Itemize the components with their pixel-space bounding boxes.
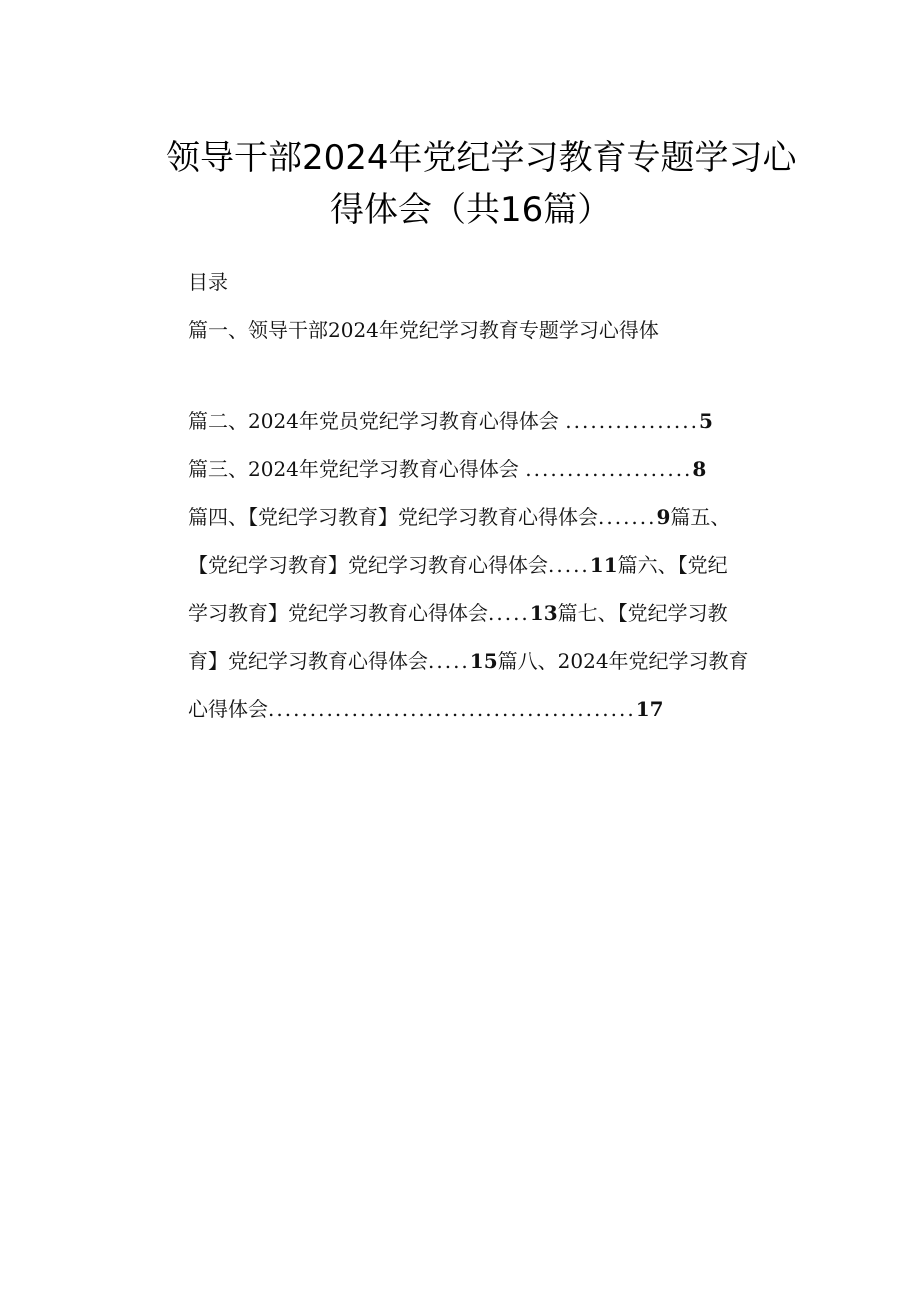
- toc-page-number: 11: [589, 553, 618, 577]
- toc-entry[interactable]: [188, 454, 706, 484]
- toc-entry[interactable]: [188, 646, 749, 676]
- toc-entry[interactable]: [188, 406, 713, 436]
- toc-page-number: 8: [692, 457, 707, 481]
- toc-entry[interactable]: [188, 502, 730, 532]
- toc-leader-dots: ................: [565, 409, 699, 433]
- toc-entry-title: 篇四、【党纪学习教育】党纪学习教育心得体会: [188, 505, 598, 529]
- toc-page-number: 15: [469, 649, 498, 673]
- toc-entry-title: 心得体会: [188, 697, 268, 721]
- toc-heading: 目录: [188, 270, 228, 294]
- toc-entry[interactable]: [188, 598, 728, 628]
- toc-entry-title: 篇三、2024年党纪学习教育心得体会: [188, 457, 526, 481]
- toc-leader-dots: .....: [548, 553, 590, 577]
- toc-leader-dots: .....: [488, 601, 530, 625]
- toc-page-number: 5: [698, 409, 713, 433]
- toc-entry-title: 学习教育】党纪学习教育心得体会: [188, 601, 488, 625]
- toc-entry-continuation: 篇八、2024年党纪学习教育: [497, 649, 749, 673]
- toc-entry-continuation: 篇七、【党纪学习教: [557, 601, 728, 625]
- toc-entry-title: 【党纪学习教育】党纪学习教育心得体会: [188, 553, 548, 577]
- toc-entry-title: 育】党纪学习教育心得体会: [188, 649, 428, 673]
- toc-leader-dots: ............................................: [268, 697, 636, 721]
- toc-entry-continuation: 篇五、: [670, 505, 731, 529]
- toc-entry[interactable]: [188, 694, 664, 724]
- document-title: [0, 132, 920, 236]
- toc-entry-title: 篇二、2024年党员党纪学习教育心得体会: [188, 409, 566, 433]
- toc-page-number: 17: [635, 697, 664, 721]
- toc-entry-continuation: 篇六、【党纪: [617, 553, 728, 577]
- title-line-1: 领导干部2024年党纪学习教育专题学习心: [166, 138, 797, 178]
- toc-page-number: 9: [656, 505, 671, 529]
- toc-entry[interactable]: [188, 550, 728, 580]
- title-line-2: 得体会（共16篇）: [330, 190, 612, 230]
- toc-leader-dots: .......: [598, 505, 657, 529]
- toc-leader-dots: ....................: [525, 457, 693, 481]
- toc-entry[interactable]: [188, 315, 659, 345]
- toc-leader-dots: .....: [428, 649, 470, 673]
- toc-entry-title: 篇一、领导干部2024年党纪学习教育专题学习心得体: [188, 318, 659, 342]
- toc-page-number: 13: [529, 601, 558, 625]
